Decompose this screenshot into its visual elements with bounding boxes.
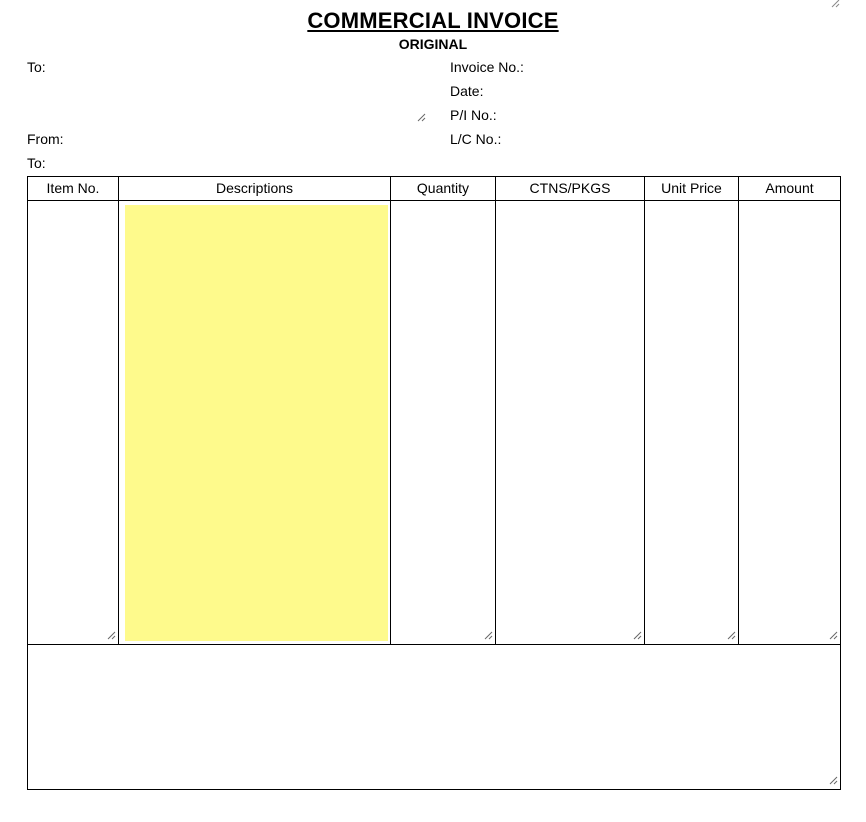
column-header-quantity: Quantity xyxy=(416,180,470,196)
document-title: COMMERCIAL INVOICE xyxy=(307,8,559,33)
to-field-resize-grip-icon[interactable] xyxy=(416,112,426,122)
amount-textarea[interactable] xyxy=(739,201,840,644)
column-header-ctns-pkgs: CTNS/PKGS xyxy=(529,180,611,196)
unit-price-textarea[interactable] xyxy=(645,201,738,644)
document-subtitle: ORIGINAL xyxy=(398,36,468,52)
resize-grip-icon[interactable] xyxy=(828,775,838,785)
column-header-unit-price: Unit Price xyxy=(661,180,722,196)
resize-grip-icon[interactable] xyxy=(483,630,493,640)
page-resize-grip-icon[interactable] xyxy=(830,0,840,8)
ctns-pkgs-textarea[interactable] xyxy=(496,201,644,644)
resize-grip-icon[interactable] xyxy=(726,630,736,640)
item-no-textarea[interactable] xyxy=(28,201,118,644)
column-header-amount: Amount xyxy=(765,180,814,196)
to-label: To: xyxy=(27,59,46,75)
to2-label: To: xyxy=(27,155,46,171)
invoice-no-label: Invoice No.: xyxy=(450,59,524,75)
column-header-descriptions: Descriptions xyxy=(215,180,294,196)
items-table xyxy=(27,176,841,645)
pi-no-label: P/I No.: xyxy=(450,107,497,123)
from-label: From: xyxy=(27,131,64,147)
resize-grip-icon[interactable] xyxy=(106,630,116,640)
resize-grip-icon[interactable] xyxy=(632,630,642,640)
date-label: Date: xyxy=(450,83,484,99)
resize-grip-icon[interactable] xyxy=(828,630,838,640)
descriptions-highlight[interactable] xyxy=(125,205,388,641)
lc-no-label: L/C No.: xyxy=(450,131,502,147)
column-header-item-no: Item No. xyxy=(46,180,100,196)
remarks-textarea[interactable] xyxy=(27,644,841,790)
quantity-textarea[interactable] xyxy=(391,201,495,644)
